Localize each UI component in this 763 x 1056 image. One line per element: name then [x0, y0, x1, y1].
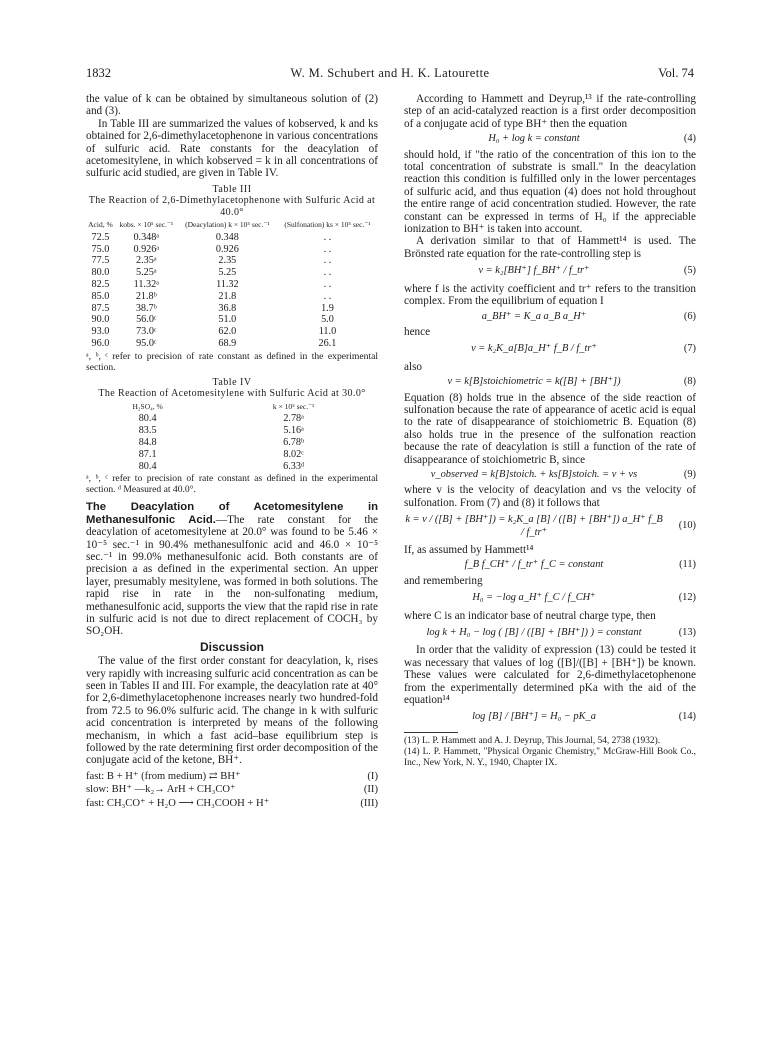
paragraph: the value of k can be obtained by simultaneous solution of (2) and (3). [86, 93, 378, 118]
right-column [404, 93, 696, 769]
discussion-heading: Discussion [199, 639, 265, 654]
paragraph: If, as assumed by Hammett¹⁴ [404, 544, 534, 556]
step-number: (I) [367, 770, 378, 782]
table-cell: 6.33ᵈ [283, 460, 305, 472]
equation-number: (8) [683, 376, 696, 388]
paragraph: and remembering [404, 574, 483, 587]
column-header: k × 10⁵ sec.⁻¹ [272, 401, 315, 411]
table-cell: 2.78ᵃ [283, 413, 304, 425]
equation-body: log [B] / [BH⁺] = H₀ − pK_a [472, 711, 596, 723]
equation-4 [404, 133, 696, 145]
table-row [86, 413, 378, 425]
equation-number: (7) [683, 343, 696, 355]
table-cell: 56.0ᶜ [136, 314, 157, 326]
table-cell: 82.5 [91, 279, 110, 291]
table-cell: 80.4 [138, 460, 157, 472]
table-cell: 93.0 [91, 326, 110, 338]
table-cell: 75.0 [91, 243, 110, 255]
table-cell: 11.0 [318, 326, 337, 338]
table-row [86, 425, 378, 437]
table-cell: . . [323, 267, 332, 279]
paragraph: The value of the first order constant for deacylation, k, rises very rapidly with increasing sulfuric acid concentration as can be seen in Tables II and III. For example, the deacylation rate at 40° for 2,6-dimethylacetophenone increases nearly two hundred-fold from 72.5 to 96.0% sulfuric acid. The change in k with sulfuric acid concentration is interpreted by means of the following mechanism, in which a fast acid–base equilibrium step is followed by the rate determining first order decomposition of the conjugate acid of the ketone, BH⁺. [86, 655, 378, 767]
table-cell: 0.348 [215, 231, 239, 243]
step-text: fast: CH₃CO⁺ + H₂O ⟶ CH₃COOH + H⁺ [86, 797, 270, 809]
table-cell: 51.0 [218, 314, 237, 326]
footnote-rule [404, 732, 458, 733]
table-cell: 85.0 [91, 290, 110, 302]
equation-body: v = k[B]stoichiometric = k([B] + [BH⁺]) [447, 376, 621, 388]
table-cell: 95.0ᶜ [136, 338, 157, 350]
table-row [86, 314, 378, 326]
equation-body: a_BH⁺ = K_a a_B a_H⁺ [481, 310, 587, 322]
equation-number: (14) [678, 711, 696, 723]
table-cell: 5.25 [218, 267, 237, 279]
table-row [86, 449, 378, 461]
equation-body: v = k₂[BH⁺] f_BH⁺ / f_tr⁺ [478, 265, 590, 277]
equation-number: (9) [683, 468, 696, 480]
equation-number: (13) [678, 627, 696, 639]
table-cell: 80.0 [91, 267, 110, 279]
table-cell: 90.0 [91, 314, 110, 326]
mechanism-step [86, 783, 378, 797]
equation-body: f_B f_CH⁺ / f_tr⁺ f_C = constant [464, 559, 604, 571]
section-body: —The rate constant for the deacylation of acetomesitylene at 20.0° was found to be 5.46 × 10⁻⁵ sec.⁻¹ in 90.4% methanesulfonic acid and 46.0 × 10⁻⁵ sec.⁻¹ in 99.0% methanesulfonic acid. Both constants are of precision a as defined in the experimental section. An upper layer, presumably mesitylene, was formed in both solutions. The rapid rise in rate in the non-sulfonating medium, methanesulfonic acid, supports the view that the rapid rise in rate in sulfuric acid is not due to direct replacement of COCH₃ by SO₂OH. [86, 513, 379, 638]
table-cell: 73.0ᶜ [136, 326, 157, 338]
equation-12 [404, 592, 696, 604]
column-header: kobs. × 10⁵ sec.⁻¹ [119, 220, 174, 230]
table-cell: 6.78ᵇ [283, 436, 305, 448]
equation-6 [404, 311, 696, 323]
paragraph: In Table III are summarized the values of kobserved, k and ks obtained for 2,6-dimethylacetophenone in various concentrations of sulfuric acid. Rate constants for the deacylation of acetomesitylene, in which kobserved = k in all concentrations of sulfuric acid studied, are given in Table IV. [86, 117, 378, 180]
column-header: (Deacylation) k × 10⁵ sec.⁻¹ [185, 220, 270, 230]
step-number: (II) [363, 784, 378, 796]
table-caption: Table IV [212, 376, 252, 388]
table-row [86, 461, 378, 473]
paragraph: In order that the validity of expression (13) could be tested it was necessary that values of log ([B]/([B] + [BH⁺]) be known. These values were calculated for 2,6-dimethylacetophenone from the experimentally determined pKa with the aid of the equation¹⁴ [404, 644, 696, 707]
table-iv [86, 377, 378, 495]
section-heading: The Deacylation of Acetomesitylene in Methanesulfonic Acid. [86, 501, 378, 526]
equation-5 [404, 265, 696, 277]
table-cell: 77.5 [91, 255, 110, 267]
table-iii [86, 184, 378, 373]
footnote: (14) L. P. Hammett, "Physical Organic Chemistry," McGraw-Hill Book Co., Inc., New York, N. Y., 1940, Chapter IX. [404, 746, 696, 768]
paragraph: hence [404, 325, 431, 338]
table-cell: 2.35ᵃ [135, 255, 157, 267]
table-cell: 38.7ᵇ [135, 302, 157, 314]
table-cell: 68.9 [218, 338, 237, 350]
table-row [86, 338, 378, 350]
paragraph: where C is an indicator base of neutral charge type, then [404, 609, 656, 622]
table-cell: . . [323, 255, 332, 267]
table-cell: 36.8 [218, 302, 237, 314]
equation-body: v_observed = k[B]stoich. + ks[B]stoich. = v + vs [430, 468, 638, 480]
step-text: fast: B + H⁺ (from medium) ⇄ BH⁺ [86, 770, 241, 782]
data-table [86, 221, 378, 349]
table-cell: 0.926 [215, 243, 239, 255]
table-cell: . . [323, 279, 332, 291]
table-cell: . . [323, 243, 332, 255]
equation-number: (10) [678, 520, 696, 532]
page-number: 1832 [86, 66, 111, 80]
equation-body: v = k₂K_a[B]a_H⁺ f_B / f_tr⁺ [471, 343, 597, 355]
paragraph: A derivation similar to that of Hammett¹⁴ is used. The Brönsted rate equation for the rate-controlling step is [404, 235, 696, 260]
equation-7 [404, 343, 696, 355]
table-title: The Reaction of Acetomesitylene with Sulfuric Acid at 30.0° [98, 388, 366, 400]
table-caption: Table III [212, 183, 252, 195]
paragraph: where v is the velocity of deacylation and vs the velocity of sulfonation. From (7) and (8) it follows that [404, 484, 696, 509]
data-table [86, 403, 378, 472]
equation-11 [404, 559, 696, 571]
section-paragraph [86, 501, 378, 637]
table-cell: 11.32 [216, 279, 239, 291]
table-cell: 96.0 [91, 338, 110, 350]
running-header [86, 66, 694, 82]
equation-number: (6) [683, 310, 696, 322]
left-column [86, 93, 378, 810]
table-row [86, 255, 378, 267]
column-header: H₂SO₄, % [132, 401, 163, 411]
table-cell: 72.5 [91, 231, 110, 243]
table-title: The Reaction of 2,6-Dimethylacetophenone with Sulfuric Acid at 40.0° [88, 195, 376, 218]
equation-14 [404, 711, 696, 723]
table-cell: 0.348ᵃ [133, 231, 160, 243]
equation-body: k = v / ([B] + [BH⁺]) = k₂K_a [B] / ([B] + [BH⁺]) a_H⁺ f_B / f_tr⁺ [405, 514, 663, 538]
paragraph: should hold, if "the ratio of the concentration of this ion to the total concentration of substrate is small." In the deacylation reaction this condition is fulfilled only in the lower percentages of sulfuric acid, and thus equation (4) does not hold throughout the entire range of acid concentration studied. However, the rate constant can be expressed in terms of H₀ if the appreciable ionization to BH⁺ is taken into account. [404, 148, 696, 236]
table-cell: 62.0 [218, 326, 237, 338]
mechanism-step [86, 797, 378, 811]
table-note: ᵃ, ᵇ, ᶜ refer to precision of rate constant as defined in the experimental section. [86, 350, 378, 373]
table-cell: 80.4 [138, 413, 157, 425]
equation-number: (12) [678, 592, 696, 604]
table-body [86, 232, 378, 350]
table-note: ᵃ, ᵇ, ᶜ refer to precision of rate constant as defined in the experimental section. ᵈ Measured at 40.0°. [86, 473, 378, 496]
table-cell: 87.5 [91, 302, 110, 314]
footnote: (13) L. P. Hammett and A. J. Deyrup, This Journal, 54, 2738 (1932). [404, 735, 661, 746]
table-body [86, 413, 378, 472]
table-row [86, 232, 378, 244]
equation-number: (4) [683, 133, 696, 145]
table-row [86, 437, 378, 449]
table-row [86, 326, 378, 338]
column-header: Acid, % [88, 220, 113, 230]
equation-10 [404, 514, 696, 539]
table-row [86, 303, 378, 315]
table-row [86, 267, 378, 279]
table-cell: 83.5 [138, 425, 157, 437]
running-authors: W. M. Schubert and H. K. Latourette [290, 66, 490, 80]
table-cell: 8.02ᶜ [283, 448, 304, 460]
table-row [86, 244, 378, 256]
table-cell: 5.0 [321, 314, 334, 326]
table-cell: 21.8ᵇ [135, 290, 157, 302]
equation-body: H₀ = −log a_H⁺ f_C / f_CH⁺ [472, 592, 596, 604]
table-cell: 0.926ᵃ [133, 243, 160, 255]
table-row [86, 279, 378, 291]
table-cell: . . [323, 290, 332, 302]
table-cell: . . [323, 231, 332, 243]
step-number: (III) [360, 797, 378, 809]
table-row [86, 291, 378, 303]
table-cell: 2.35 [218, 255, 237, 267]
table-header-row [86, 221, 378, 232]
equation-number: (11) [679, 559, 696, 571]
mechanism [86, 770, 378, 811]
equation-body: log k + H₀ − log ( [B] / ([B] + [BH⁺]) ) = constant [426, 627, 642, 639]
table-cell: 11.32ᵃ [133, 279, 159, 291]
table-header-row [86, 403, 378, 414]
equation-body: H₀ + log k = constant [488, 133, 580, 145]
step-text: slow: BH⁺ —k₂→ ArH + CH₃CO⁺ [86, 784, 236, 796]
table-cell: 5.25ᵃ [135, 267, 157, 279]
table-cell: 21.8 [218, 290, 237, 302]
equation-number: (5) [683, 265, 696, 277]
equation-8 [404, 376, 696, 388]
table-cell: 87.1 [138, 448, 157, 460]
paragraph: also [404, 360, 423, 373]
equation-13 [404, 627, 696, 639]
paragraph: According to Hammett and Deyrup,¹³ if the rate-controlling step of an acid-catalyzed reaction is a first order decomposition of a conjugate acid of type BH⁺ then the equation [404, 93, 696, 130]
table-cell: 1.9 [321, 302, 334, 314]
volume-label: Vol. 74 [658, 66, 694, 80]
table-cell: 84.8 [138, 436, 157, 448]
mechanism-step [86, 770, 378, 784]
column-header: (Sulfonation) ks × 10⁵ sec.⁻¹ [284, 220, 371, 230]
equation-9 [404, 469, 696, 481]
table-cell: 5.16ᵃ [283, 425, 304, 437]
paragraph: where f is the activity coefficient and tr⁺ refers to the transition complex. From the equilibrium of equation I [404, 282, 696, 308]
table-cell: 26.1 [318, 338, 337, 350]
paragraph: Equation (8) holds true in the absence of the side reaction of sulfonation because the rate of appearance of acetic acid is equal to the rate of disappearance of stoichiometric B. Equation (8) also holds true in the presence of the sulfonation reaction because the rate of deacylation is still a function of the rate of disappearance of stoichiometric B, since [404, 391, 696, 466]
